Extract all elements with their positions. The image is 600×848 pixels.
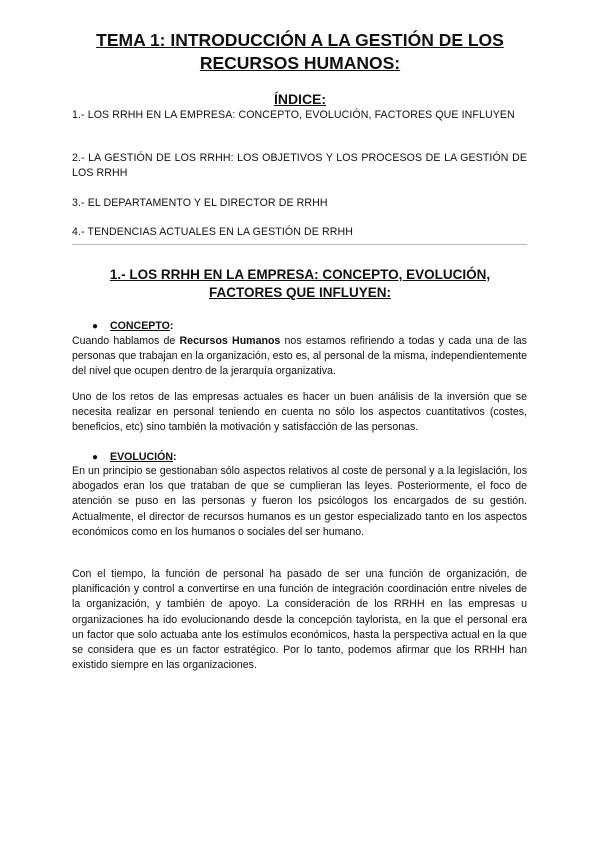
evolucion-paragraph-1: En un principio se gestionaban sólo aspectos relativos al coste de personal y a la legislación, los abogados eran los que trataban de que se cumplieran las leyes. Posteriormente, el foco de atención se puso en las personas y fueron los psicólogos los encargados de su gestión. Actualmente, el director de recursos humanos es un gestor especializado tanto en los aspectos económicos como en los humanos o sociales del ser humano.: [72, 465, 527, 538]
toc-item-2: 2.- LA GESTIÓN DE LOS RRHH: LOS OBJETIVOS Y LOS PROCESOS DE LA GESTIÓN DE LOS RRHH: [72, 152, 527, 179]
concepto-p1-bold: Recursos Humanos: [179, 335, 281, 347]
bullet-icon: ●: [92, 321, 99, 332]
evolucion-subheading: [92, 450, 177, 465]
toc-item-3: 3.- EL DEPARTAMENTO Y EL DIRECTOR DE RRHH: [72, 197, 328, 209]
concepto-label-suffix: :: [169, 320, 174, 332]
concepto-paragraph-2: Uno de los retos de las empresas actuales es hacer un buen análisis de la inversión que se necesita realizar en personal teniendo en cuenta no sólo los aspectos cuantitativos (costes, beneficios, etc) sino también la motivación y satisfacción de las personas.: [72, 391, 527, 434]
evolucion-label-suffix: :: [172, 451, 177, 463]
concepto-label: CONCEPTO: [110, 320, 170, 332]
concepto-paragraph-1: [72, 334, 527, 380]
toc-item-1: 1.- LOS RRHH EN LA EMPRESA: CONCEPTO, EVOLUCIÓN, FACTORES QUE INFLUYEN: [72, 109, 515, 121]
evolucion-label: EVOLUCIÓN: [110, 451, 173, 463]
section-1-heading: 1.- LOS RRHH EN LA EMPRESA: CONCEPTO, EVOLUCIÓN, FACTORES QUE INFLUYEN:: [109, 267, 491, 300]
concepto-p1-start: Cuando hablamos de: [72, 335, 180, 347]
bullet-icon: ●: [92, 452, 99, 463]
index-heading: ÍNDICE:: [273, 91, 327, 107]
concepto-subheading: [92, 319, 173, 334]
concepto-p1-end: nos estamos refiriendo a todas y cada una de las personas que trabajan en la organización, esto es, al personal de la misma, independientemente del nivel que ocupen dentro de la jerarquía organizativa.: [72, 335, 527, 378]
evolucion-paragraph-2: Con el tiempo, la función de personal ha pasado de ser una función de organización, de planificación y control a convertirse en una función de integración coordinación entre niveles de la organización, y también de apoyo. La consideración de los RRHH en las empresas u organizaciones ha ido evolucionando desde la concepción taylorista, en la que el personal era un factor que solo actuaba ante los estímulos económicos, hasta la perspectiva actual en la que se considera que es un factor estratégico. Por lo tanto, podemos afirmar que los RRHH han existido siempre en las organizaciones.: [72, 568, 527, 672]
section-divider: [72, 244, 527, 245]
toc-item-4: 4.- TENDENCIAS ACTUALES EN LA GESTIÓN DE RRHH: [72, 226, 353, 238]
document-title: TEMA 1: INTRODUCCIÓN A LA GESTIÓN DE LOS RECURSOS HUMANOS:: [96, 30, 504, 73]
